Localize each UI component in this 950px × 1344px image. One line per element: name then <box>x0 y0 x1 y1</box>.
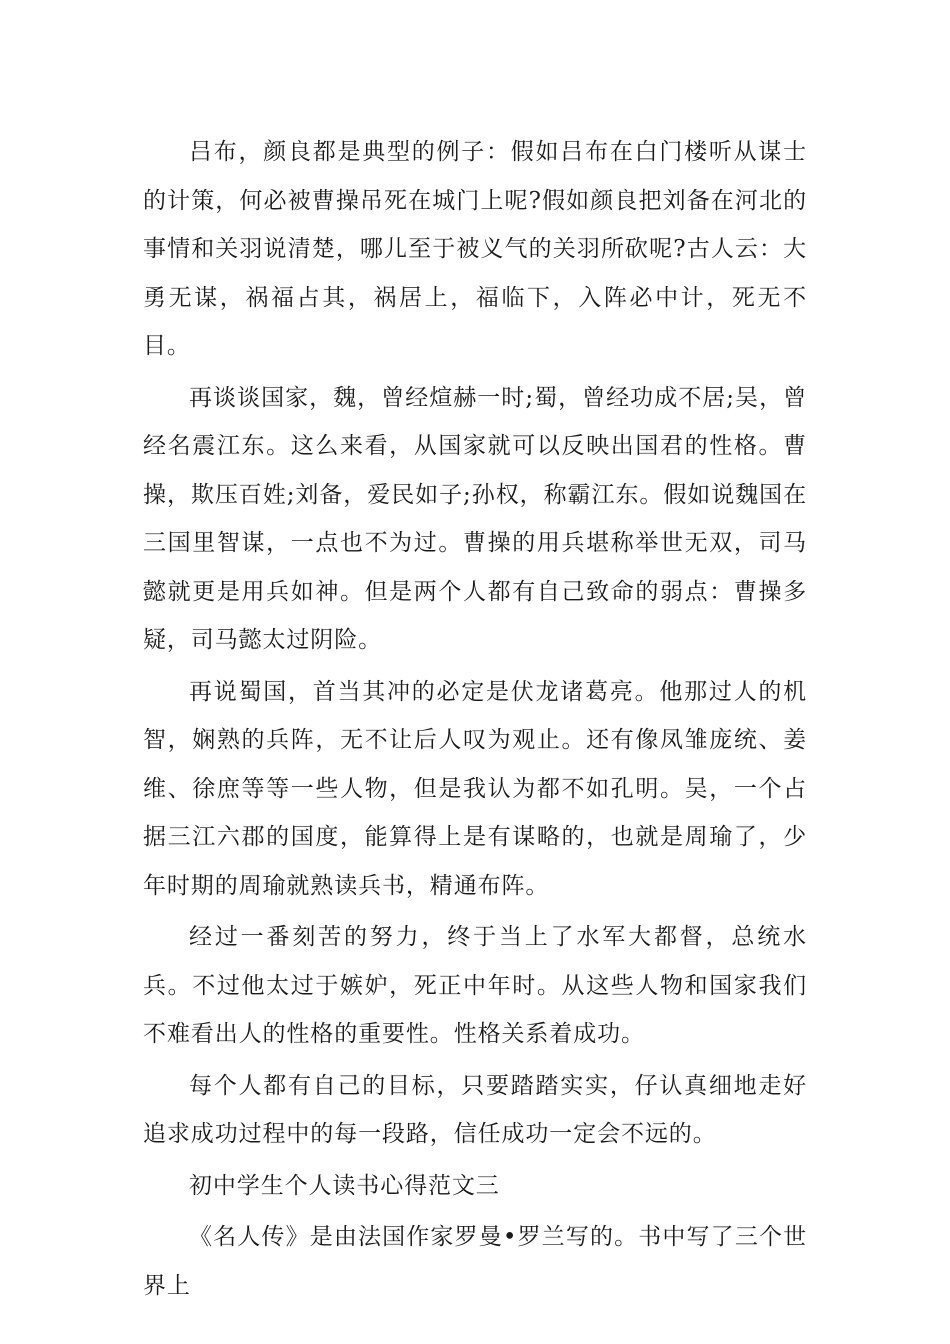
paragraph-zhouyu-effort: 经过一番刻苦的努力，终于当上了水军大都督，总统水兵。不过他太过于嫉妒，死正中年时。从这些人物和国家我们不难看出人的性格的重要性。性格关系着成功。 <box>143 924 807 1047</box>
paragraph-goals: 每个人都有自己的目标，只要踏踏实实，仔认真细地走好追求成功过程中的每一段路，信任成功一定会不远的。 <box>143 1072 807 1147</box>
paragraph-mingrenzhuan: 《名人传》是由法国作家罗曼•罗兰写的。书中写了三个世界上 <box>143 1224 807 1299</box>
document-body <box>143 128 807 1313</box>
paragraph-shu-wu: 再说蜀国，首当其冲的必定是伏龙诸葛亮。他那过人的机智，娴熟的兵阵，无不让后人叹为观止。还有像凤雏庞统、姜维、徐庶等等一些人物，但是我认为都不如孔明。吴，一个占据三江六郡的国度，能算得上是有谋略的，也就是周瑜了，少年时期的周瑜就熟读兵书，精通布阵。 <box>143 678 807 899</box>
section-heading: 初中学生个人读书心得范文三 <box>189 1172 500 1199</box>
paragraph-countries-wei: 再谈谈国家，魏，曾经煊赫一时;蜀，曾经功成不居;吴，曾经名震江东。这么来看，从国家就可以反映出国君的性格。曹操，欺压百姓;刘备，爱民如子;孙权，称霸江东。假如说魏国在三国里智谋，一点也不为过。曹操的用兵堪称举世无双，司马懿就更是用兵如神。但是两个人都有自己致命的弱点：曹操多疑，司马懿太过阴险。 <box>143 384 807 653</box>
paragraph-lubu-yanliang: 吕布，颜良都是典型的例子：假如吕布在白门楼听从谋士的计策，何必被曹操吊死在城门上呢?假如颜良把刘备在河北的事情和关羽说清楚，哪儿至于被义气的关羽所砍呢?古人云：大勇无谋，祸福占其，祸居上，福临下，入阵必中计，死无不目。 <box>143 139 807 359</box>
